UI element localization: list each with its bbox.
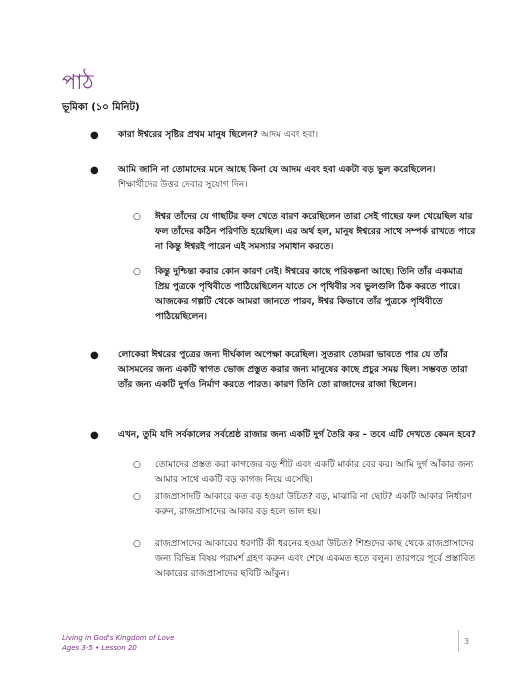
section-subtitle: ভূমিকা (১০ মিনিট) <box>62 102 140 113</box>
page-title: পাঠ <box>62 70 94 94</box>
sub-item-text: ঈশ্বর তাঁদের যে গাছটির ফল খেতে বারণ করেছিলেন তারা সেই গাছের ফল খেয়েছিল যার ফল তাঁদের কঠিন পরিণতি হয়েছিল। এর অর্থ হল, মানুষ ঈশ্বরের সাথে সম্পর্ক রাখতে পারে না কিন্তু ঈশ্বরই পারেন এই সমস্যার সমাধান করতে। <box>155 212 476 252</box>
question-text: এখন, তুমি যদি সর্বকালের সর্বশ্রেষ্ঠ রাজার জন্য একটি দুর্গ তৈরি কর – তবে এটি দেখতে কেমন হবে? <box>118 430 476 440</box>
sub-item-text: রাজপ্রাসাদের আকারের ধরণটি কী ধরনের হওয়া উচিত? শিশুদের কাছ থেকে রাজপ্রাসাদের জন্য বিভিন্ন বিষয় পরামর্শ গ্রহণ করুন এবং শেষে একমত হতে বলুন। তারপরে পূর্বে প্রস্তাবিত আকারের রাজপ্রাসাদের ছবিটি আঁকুন। <box>155 539 475 579</box>
sub-list-item <box>133 265 480 325</box>
bullet-icon: ● <box>90 350 99 361</box>
circle-bullet-icon: ○ <box>133 212 141 222</box>
circle-bullet-icon: ○ <box>133 460 141 470</box>
sub-list-item <box>133 210 480 255</box>
statement-text: আমি জানি না তোমাদের মনে আছে কিনা যে আদম এবং হবা একটা বড় ভুল করেছিলেন। <box>118 165 436 175</box>
list-item <box>90 348 480 393</box>
sub-list-item <box>133 537 480 582</box>
circle-bullet-icon: ○ <box>133 492 141 502</box>
sub-list-item <box>133 458 480 488</box>
list-item <box>90 128 478 143</box>
sub-item-text: তোমাদের প্রস্তত করা কাগজের বড় শীট এবং একটি মার্কার বের কর। আমি দুর্গ আঁকার জন্য আমার সাথে একটি বড় কাগজ নিয়ে এসেছি। <box>155 460 474 485</box>
footer <box>62 633 174 653</box>
sub-list-item <box>133 490 480 520</box>
footer-series-title: Living in God's Kingdom of Love <box>62 634 175 642</box>
teacher-note: শিক্ষার্থীদের উত্তর দেবার সুযোগ দিন। <box>118 180 248 190</box>
question-text: কারা ঈশ্বরের সৃষ্টির প্রথম মানুষ ছিলেন? <box>118 130 258 140</box>
bullet-icon: ● <box>90 430 99 441</box>
bullet-icon: ● <box>90 165 99 176</box>
circle-bullet-icon: ○ <box>133 267 141 277</box>
list-item <box>90 428 488 443</box>
footer-divider <box>458 630 459 652</box>
circle-bullet-icon: ○ <box>133 539 141 549</box>
bullet-icon: ● <box>90 130 99 141</box>
page-number: 3 <box>464 637 470 646</box>
sub-item-text: রাজপ্রাসাদটি আকারে কত বড় হওয়া উচিত? বড়, মাঝারি না ছোট? একটি আকার নির্ধারণ করুন, রাজপ্রাসাদের আকার বড় হলে ভাল হয়। <box>155 492 472 517</box>
list-item <box>90 163 488 193</box>
statement-text: লোকেরা ঈশ্বরের পুত্রের জন্য দীর্ঘকাল অপেক্ষা করেছিল। সুতরাং তোমরা ভাবতে পার যে তাঁর আসমনের জন্য একটি স্বাগত ভোজ প্রস্তুত করার জন্য মানুষের কাছে প্রচুর সময় ছিল। সম্ভবত তারা তাঁর জন্য একটি দুর্গও নির্মাণ করতে পারত। কারণ তিনি তো রাজাদের রাজা ছিলেন। <box>118 350 468 390</box>
answer-text: আদম এবং হবা। <box>257 130 319 140</box>
footer-lesson-info: Ages 3-5 • Lesson 20 <box>62 644 137 652</box>
sub-item-text: কিন্তু দুশ্চিন্তা করার কোন কারণ নেই। ঈশ্বরের কাছে পরিকল্পনা আছে। তিনি তাঁর একমাত্র প্রিয় পুত্রকে পৃথিবীতে পাঠিয়েছিলেন যাতে সে পৃথিবীর সব ভুলগুলি ঠিক করতে পারে। আজকের গল্পটি থেকে আমরা জানতে পারব, ঈশ্বর কিভাবে তাঁর পুত্রকে পৃথিবীতে পাঠিয়েছিলেন। <box>155 267 463 322</box>
